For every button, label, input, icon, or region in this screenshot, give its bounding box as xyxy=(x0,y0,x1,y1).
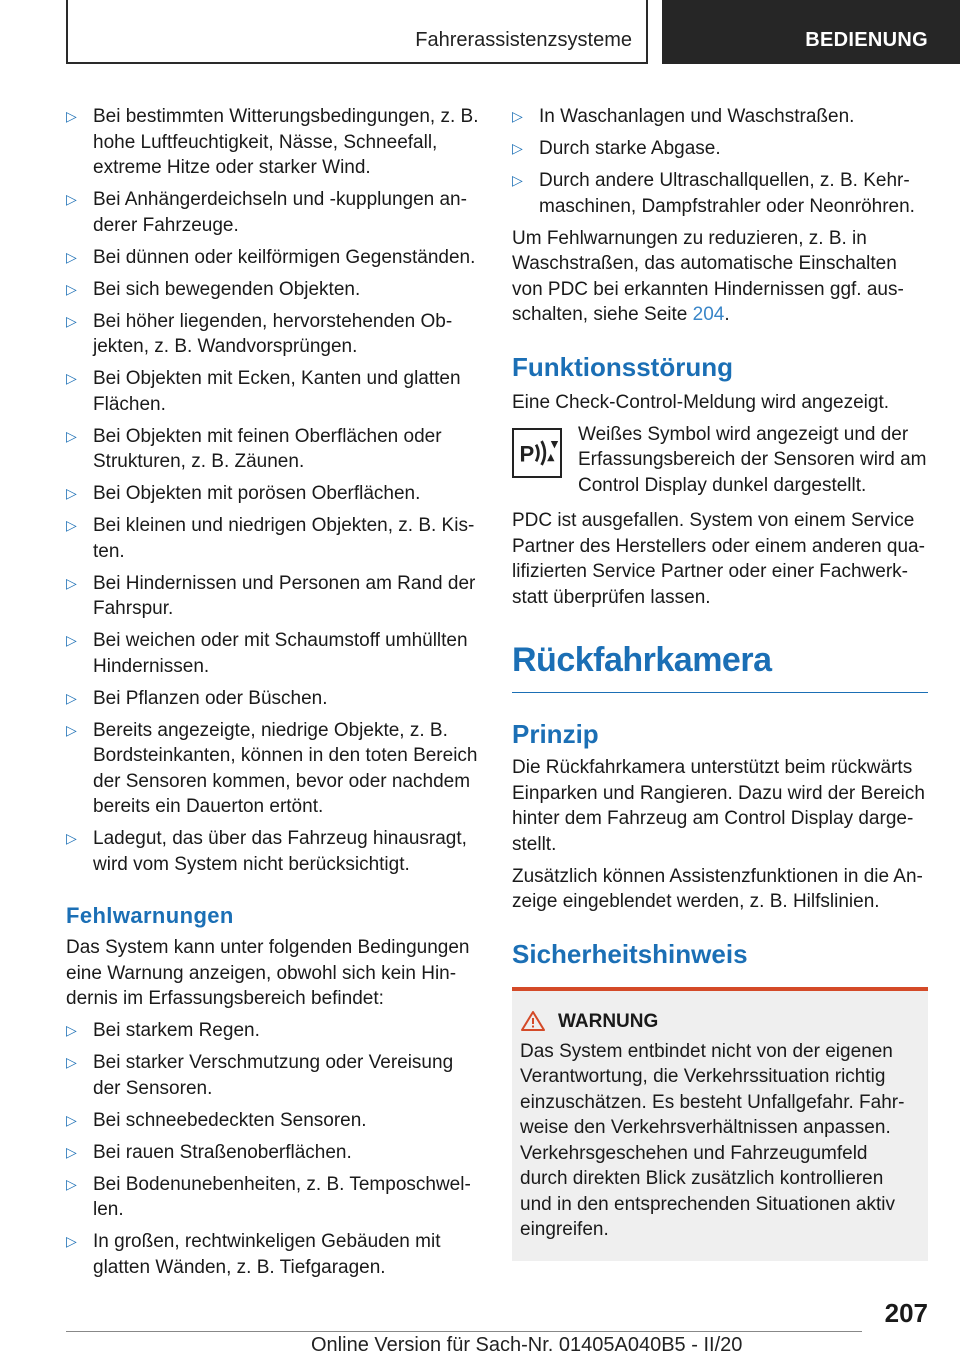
triangle-bullet-icon: ▷ xyxy=(66,517,77,533)
header-section-tab xyxy=(66,0,648,64)
triangle-bullet-icon: ▷ xyxy=(512,172,523,188)
pdc-symbol-row xyxy=(512,422,928,499)
page-number: 207 xyxy=(884,1298,928,1328)
triangle-bullet-icon: ▷ xyxy=(66,721,77,738)
warning-text: Das System entbindet nicht von der eigenen Verantwortung, die Verkehrssituation richtig einzuschätzen. Es besteht Unfallgefahr. Fahrweise den Verkehrsverhältnissen anpassen. Verkehrsgeschehen und Fahrzeugumfeld durch direkten Blick zusätzlich kontrollieren und in den entsprechenden Situationen aktiv eingreifen. xyxy=(520,1040,905,1240)
reduce-paragraph: Um Fehlwarnungen zu reduzieren, z. B. in Waschstraßen, das automatische Einschalten von PDC bei erkannten Hindernissen ggf. ausschalten, siehe Seite 204. xyxy=(512,227,904,325)
triangle-bullet-icon: ▷ xyxy=(66,689,77,706)
list-item: ▷ Bei Bodenunebenheiten, z. B. Temposchwellen. xyxy=(66,1173,471,1220)
svg-text:P: P xyxy=(519,440,535,466)
left-column xyxy=(66,104,480,1287)
triangle-bullet-icon: ▷ xyxy=(66,1054,77,1070)
false-warning-list xyxy=(66,1018,480,1280)
list-item: ▷ Bereits angezeigte, niedrige Objekte, z. B. Bordsteinkanten, können in den toten Bereich der Sensoren kommen, bevor oder nachdem bereits ein Dauerton ertönt. xyxy=(66,719,478,817)
header-chapter-title: BEDIENUNG xyxy=(805,29,928,51)
right-column xyxy=(512,104,928,1261)
footer-online-version: Online Version für Sach-Nr. 01405A040B5 - II/20 xyxy=(311,1334,743,1356)
pdc-symbol-text: Weißes Symbol wird angezeigt und der Erfassungsbereich der Sensoren wird am Control Display dunkel dargestellt. xyxy=(578,423,927,496)
prinzip-paragraph-1: Die Rückfahrkamera unterstützt beim rückwärts Einparken und Rangieren. Dazu wird der Bereich hinter dem Fahrzeug am Control Display dargestellt. xyxy=(512,757,925,855)
list-item: ▷ Bei rauen Straßenoberflächen. xyxy=(66,1140,480,1166)
triangle-bullet-icon: ▷ xyxy=(66,1022,77,1038)
list-item: ▷ Bei bestimmten Witterungsbedingungen, z. B. hohe Luftfeuchtigkeit, Nässe, Schneefall, extreme Hitze oder starker Wind. xyxy=(66,106,479,178)
list-item: ▷ Bei sich bewegenden Objekten. xyxy=(66,277,480,303)
triangle-bullet-icon: ▷ xyxy=(66,108,77,124)
list-item: ▷ Durch andere Ultraschallquellen, z. B. Kehrmaschinen, Dampfstrahler oder Neonröhren. xyxy=(512,170,915,217)
list-item: ▷ Ladegut, das über das Fahrzeug hinausragt, wird vom System nicht berücksichtigt. xyxy=(66,828,467,875)
heading-sicherheitshinweis: Sicherheitshinweis xyxy=(512,938,748,969)
list-item: ▷ Bei Anhängerdeichseln und -kupplungen anderer Fahrzeuge. xyxy=(66,189,467,236)
page-link-204[interactable]: 204 xyxy=(692,304,725,325)
list-item: ▷ Bei schneebedeckten Sensoren. xyxy=(66,1108,480,1134)
triangle-bullet-icon: ▷ xyxy=(66,1233,77,1249)
warning-triangle-icon xyxy=(520,1010,546,1032)
list-item: ▷ Bei Objekten mit porösen Oberflächen. xyxy=(66,481,480,507)
triangle-bullet-icon: ▷ xyxy=(66,1175,77,1192)
triangle-bullet-icon: ▷ xyxy=(66,370,77,386)
list-item: ▷ Bei starker Verschmutzung oder Vereisung der Sensoren. xyxy=(66,1052,454,1099)
list-item: ▷ In großen, rechtwinkeligen Gebäuden mit glatten Wänden, z. B. Tiefgaragen. xyxy=(66,1231,441,1278)
heading-prinzip: Prinzip xyxy=(512,719,599,749)
heading-fehlwarnungen: Fehlwarnungen xyxy=(66,903,234,928)
false-warning-list-continued xyxy=(512,104,928,219)
list-item: ▷ Bei höher liegenden, hervorstehenden Objekten, z. B. Wandvorsprüngen. xyxy=(66,310,453,357)
list-item: ▷ Bei Pflanzen oder Büschen. xyxy=(66,686,480,712)
pdc-fault-icon xyxy=(512,428,562,478)
heading-rueckfahrkamera: Rückfahrkamera xyxy=(512,640,928,693)
triangle-bullet-icon: ▷ xyxy=(66,248,77,265)
triangle-bullet-icon: ▷ xyxy=(66,427,77,444)
triangle-bullet-icon: ▷ xyxy=(66,485,77,501)
list-item: ▷ Bei Objekten mit Ecken, Kanten und glatten Flächen. xyxy=(66,368,461,415)
list-item: ▷ Bei Hindernissen und Personen am Rand der Fahrspur. xyxy=(66,572,476,619)
triangle-bullet-icon: ▷ xyxy=(66,1143,77,1160)
triangle-bullet-icon: ▷ xyxy=(66,312,77,329)
func-text: Eine Check-Control-Meldung wird angezeigt. xyxy=(512,391,890,413)
pdc-fault-text: PDC ist ausgefallen. System von einem Service Partner des Herstellers oder einem anderen qualifizierten Service Partner oder einer Fachwerkstatt überprüfen lassen. xyxy=(512,510,925,608)
triangle-bullet-icon: ▷ xyxy=(66,830,77,846)
warning-title: WARNUNG xyxy=(520,1009,920,1035)
fehlwarnungen-intro: Das System kann unter folgenden Bedingungen eine Warnung anzeigen, obwohl sich kein Hindernis im Erfassungsbereich befindet: xyxy=(66,937,470,1009)
heading-funktionsstoerung: Funktionsstörung xyxy=(512,351,733,382)
list-item: ▷ Bei weichen oder mit Schaumstoff umhüllten Hindernissen. xyxy=(66,630,468,677)
triangle-bullet-icon: ▷ xyxy=(512,108,523,124)
triangle-bullet-icon: ▷ xyxy=(66,1111,77,1128)
list-item: ▷ Bei dünnen oder keilförmigen Gegenständen. xyxy=(66,245,480,271)
header-chapter-tab xyxy=(662,0,960,64)
limits-list xyxy=(66,104,480,877)
list-item: ▷ In Waschanlagen und Waschstraßen. xyxy=(512,104,928,130)
warning-box xyxy=(512,987,928,1261)
triangle-bullet-icon: ▷ xyxy=(66,280,77,297)
prinzip-paragraph-2: Zusätzlich können Assistenzfunktionen in die Anzeige eingeblendet werden, z. B. Hilfslinien. xyxy=(512,865,923,912)
list-item: ▷ Bei Objekten mit feinen Oberflächen oder Strukturen, z. B. Zäunen. xyxy=(66,425,442,472)
list-item: ▷ Bei starkem Regen. xyxy=(66,1018,480,1044)
list-item: ▷ Bei kleinen und niedrigen Objekten, z. B. Kisten. xyxy=(66,515,475,562)
footer-divider xyxy=(66,1331,862,1332)
triangle-bullet-icon: ▷ xyxy=(512,140,523,156)
triangle-bullet-icon: ▷ xyxy=(66,632,77,648)
triangle-bullet-icon: ▷ xyxy=(66,574,77,591)
list-item: ▷ Durch starke Abgase. xyxy=(512,136,928,162)
header-section-title: Fahrerassistenzsysteme xyxy=(415,29,632,51)
triangle-bullet-icon: ▷ xyxy=(66,191,77,207)
